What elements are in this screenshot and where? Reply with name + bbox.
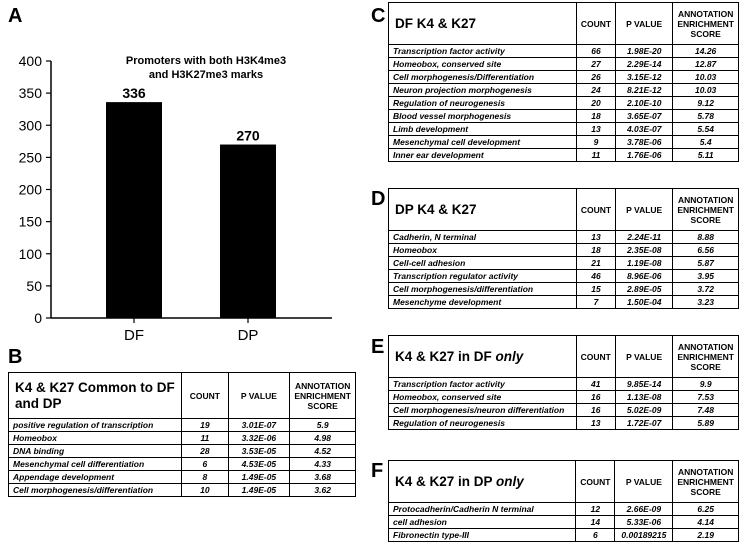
score-cell: 3.68 [290, 471, 356, 484]
table-d [388, 188, 739, 309]
term-cell: Regulation of neurogenesis [389, 417, 577, 430]
score-cell: 3.72 [673, 283, 739, 296]
count-cell: 11 [182, 432, 228, 445]
table-b-count-header: COUNT [182, 373, 228, 419]
table-c-score-header: ANNOTATION ENRICHMENT SCORE [673, 3, 739, 45]
term-cell: Cell-cell adhesion [389, 257, 577, 270]
count-cell: 27 [576, 58, 615, 71]
pvalue-cell: 9.85E-14 [615, 378, 672, 391]
pvalue-cell: 2.66E-09 [615, 503, 673, 516]
term-cell: Limb development [389, 123, 577, 136]
score-cell: 3.62 [290, 484, 356, 497]
table-e-title-prefix: K4 & K27 in DF [395, 348, 496, 364]
count-cell: 28 [182, 445, 228, 458]
table-f-pvalue-header: P VALUE [615, 461, 673, 503]
count-cell: 10 [182, 484, 228, 497]
table-e-title [389, 336, 577, 378]
y-tick-label: 100 [18, 245, 42, 262]
table-e-title-emphasis: only [495, 348, 524, 364]
bar-dp [220, 145, 276, 318]
score-cell: 14.26 [673, 45, 739, 58]
pvalue-cell: 1.50E-04 [616, 296, 673, 309]
term-cell: Regulation of neurogenesis [389, 97, 577, 110]
bar-df [106, 102, 162, 318]
term-cell: Mesenchymal cell differentiation [9, 458, 182, 471]
table-row [389, 110, 739, 123]
pvalue-cell: 1.49E-05 [228, 471, 290, 484]
table-row [9, 484, 356, 497]
score-cell: 6.56 [673, 244, 739, 257]
score-cell: 5.11 [673, 149, 739, 162]
table-b-pvalue-header: P VALUE [228, 373, 290, 419]
table-row [389, 257, 739, 270]
score-cell: 3.23 [673, 296, 739, 309]
term-cell: DNA binding [9, 445, 182, 458]
pvalue-cell: 3.32E-06 [228, 432, 290, 445]
count-cell: 9 [576, 136, 615, 149]
count-cell: 7 [576, 296, 615, 309]
term-cell: Cell morphogenesis/neuron differentiation [389, 404, 577, 417]
table-b-title: K4 & K27 Common to DF and DP [9, 373, 182, 419]
term-cell: positive regulation of transcription [9, 419, 182, 432]
table-f-title-prefix: K4 & K27 in DP [395, 473, 497, 489]
table-f-title [389, 461, 576, 503]
score-cell: 10.03 [673, 84, 739, 97]
count-cell: 13 [576, 123, 615, 136]
count-cell: 41 [576, 378, 615, 391]
score-cell: 4.52 [290, 445, 356, 458]
pvalue-cell: 1.72E-07 [615, 417, 672, 430]
y-tick-label: 400 [18, 53, 42, 69]
pvalue-cell: 2.10E-10 [616, 97, 673, 110]
table-e-pvalue-header: P VALUE [615, 336, 672, 378]
panel-label-e: E [371, 336, 385, 358]
term-cell: Neuron projection morphogenesis [389, 84, 577, 97]
table-e [388, 335, 739, 430]
table-c [388, 2, 739, 162]
table-c-title: DF K4 & K27 [389, 3, 577, 45]
score-cell: 9.12 [673, 97, 739, 110]
count-cell: 21 [576, 257, 615, 270]
pvalue-cell: 3.78E-06 [616, 136, 673, 149]
term-cell: Transcription factor activity [389, 45, 577, 58]
table-d-title: DP K4 & K27 [389, 189, 577, 231]
score-cell: 9.9 [673, 378, 739, 391]
table-row [389, 84, 739, 97]
panel-label-c: C [371, 5, 386, 27]
y-tick-label: 350 [18, 85, 42, 102]
term-cell: Fibronectin type-III [389, 529, 576, 542]
term-cell: Homeobox [9, 432, 182, 445]
x-tick-label: DP [237, 327, 259, 344]
score-cell: 3.95 [673, 270, 739, 283]
pvalue-cell: 5.02E-09 [615, 404, 672, 417]
count-cell: 6 [576, 529, 615, 542]
table-row [389, 244, 739, 257]
pvalue-cell: 3.15E-12 [616, 71, 673, 84]
count-cell: 11 [576, 149, 615, 162]
term-cell: Mesenchymal cell development [389, 136, 577, 149]
table-d-pvalue-header: P VALUE [616, 189, 673, 231]
term-cell: Homeobox, conserved site [389, 391, 577, 404]
table-row [389, 45, 739, 58]
count-cell: 12 [576, 503, 615, 516]
term-cell: Inner ear development [389, 149, 577, 162]
score-cell: 4.33 [290, 458, 356, 471]
score-cell: 7.53 [673, 391, 739, 404]
pvalue-cell: 5.33E-06 [615, 516, 673, 529]
term-cell: Homeobox, conserved site [389, 58, 577, 71]
pvalue-cell: 0.00189215 [615, 529, 673, 542]
table-f-score-header: ANNOTATION ENRICHMENT SCORE [673, 461, 739, 503]
table-f-count-header: COUNT [576, 461, 615, 503]
chart-title-line1: Promoters with both H3K4me3 [125, 55, 287, 67]
count-cell: 14 [576, 516, 615, 529]
table-row [389, 58, 739, 71]
data-label: 270 [236, 127, 260, 144]
term-cell: Blood vessel morphogenesis [389, 110, 577, 123]
table-f [388, 460, 739, 542]
score-cell: 5.9 [290, 419, 356, 432]
table-d-body [389, 231, 739, 309]
term-cell: Cadherin, N terminal [389, 231, 577, 244]
pvalue-cell: 2.24E-11 [616, 231, 673, 244]
table-e-count-header: COUNT [576, 336, 615, 378]
term-cell: Homeobox [389, 244, 577, 257]
table-row [389, 503, 739, 516]
data-label: 336 [122, 85, 146, 102]
count-cell: 18 [576, 244, 615, 257]
panel-label-f: F [371, 460, 384, 482]
pvalue-cell: 2.35E-08 [616, 244, 673, 257]
term-cell: Mesenchyme development [389, 296, 577, 309]
pvalue-cell: 3.65E-07 [616, 110, 673, 123]
table-row [389, 378, 739, 391]
count-cell: 8 [182, 471, 228, 484]
count-cell: 13 [576, 231, 615, 244]
table-row [389, 516, 739, 529]
count-cell: 15 [576, 283, 615, 296]
x-tick-label: DF [124, 327, 144, 344]
score-cell: 5.78 [673, 110, 739, 123]
table-c-count-header: COUNT [576, 3, 615, 45]
count-cell: 18 [576, 110, 615, 123]
term-cell: Transcription factor activity [389, 378, 577, 391]
pvalue-cell: 1.19E-08 [616, 257, 673, 270]
pvalue-cell: 2.89E-05 [616, 283, 673, 296]
table-row [389, 231, 739, 244]
score-cell: 5.4 [673, 136, 739, 149]
count-cell: 20 [576, 97, 615, 110]
term-cell: Appendage development [9, 471, 182, 484]
pvalue-cell: 1.98E-20 [616, 45, 673, 58]
y-tick-label: 250 [18, 149, 42, 166]
score-cell: 5.87 [673, 257, 739, 270]
score-cell: 2.19 [673, 529, 739, 542]
score-cell: 4.14 [673, 516, 739, 529]
table-row [389, 529, 739, 542]
score-cell: 8.88 [673, 231, 739, 244]
table-d-count-header: COUNT [576, 189, 615, 231]
table-row [9, 419, 356, 432]
panel-label-d: D [371, 188, 386, 210]
term-cell: cell adhesion [389, 516, 576, 529]
table-d-score-header: ANNOTATION ENRICHMENT SCORE [673, 189, 739, 231]
score-cell: 7.48 [673, 404, 739, 417]
score-cell: 4.98 [290, 432, 356, 445]
table-b-body [9, 419, 356, 497]
pvalue-cell: 8.96E-06 [616, 270, 673, 283]
count-cell: 24 [576, 84, 615, 97]
pvalue-cell: 3.53E-05 [228, 445, 290, 458]
table-row [9, 471, 356, 484]
y-tick-label: 200 [18, 181, 42, 198]
table-row [389, 270, 739, 283]
table-f-body [389, 503, 739, 542]
count-cell: 66 [576, 45, 615, 58]
pvalue-cell: 3.01E-07 [228, 419, 290, 432]
score-cell: 5.89 [673, 417, 739, 430]
bar-chart [0, 30, 340, 350]
table-b [8, 372, 356, 497]
score-cell: 6.25 [673, 503, 739, 516]
table-row [389, 123, 739, 136]
count-cell: 6 [182, 458, 228, 471]
table-row [389, 391, 739, 404]
table-c-body [389, 45, 739, 162]
y-tick-label: 50 [26, 277, 42, 294]
term-cell: Protocadherin/Cadherin N terminal [389, 503, 576, 516]
term-cell: Cell morphogenesis/Differentiation [389, 71, 577, 84]
score-cell: 12.87 [673, 58, 739, 71]
pvalue-cell: 1.13E-08 [615, 391, 672, 404]
table-row [9, 445, 356, 458]
table-b-score-header: ANNOTATION ENRICHMENT SCORE [290, 373, 356, 419]
count-cell: 26 [576, 71, 615, 84]
count-cell: 46 [576, 270, 615, 283]
panel-label-a: A [8, 5, 23, 27]
term-cell: Transcription regulator activity [389, 270, 577, 283]
table-row [389, 136, 739, 149]
table-c-pvalue-header: P VALUE [616, 3, 673, 45]
table-row [389, 296, 739, 309]
chart-title-line2: and H3K27me3 marks [148, 69, 264, 81]
term-cell: Cell morphogenesis/differentiation [9, 484, 182, 497]
y-tick-label: 0 [34, 310, 42, 326]
panel-label-b: B [8, 346, 23, 368]
pvalue-cell: 8.21E-12 [616, 84, 673, 97]
pvalue-cell: 1.76E-06 [616, 149, 673, 162]
table-row [389, 404, 739, 417]
y-tick-label: 300 [18, 117, 42, 134]
table-f-title-emphasis: only [496, 473, 524, 489]
table-row [389, 97, 739, 110]
table-row [389, 417, 739, 430]
score-cell: 5.54 [673, 123, 739, 136]
table-row [389, 283, 739, 296]
table-row [389, 71, 739, 84]
table-row [9, 432, 356, 445]
pvalue-cell: 4.03E-07 [616, 123, 673, 136]
table-e-score-header: ANNOTATION ENRICHMENT SCORE [673, 336, 739, 378]
score-cell: 10.03 [673, 71, 739, 84]
pvalue-cell: 2.29E-14 [616, 58, 673, 71]
table-e-body [389, 378, 739, 430]
count-cell: 16 [576, 404, 615, 417]
table-row [389, 149, 739, 162]
count-cell: 13 [576, 417, 615, 430]
table-row [9, 458, 356, 471]
pvalue-cell: 1.49E-05 [228, 484, 290, 497]
term-cell: Cell morphogenesis/differentiation [389, 283, 577, 296]
count-cell: 19 [182, 419, 228, 432]
count-cell: 16 [576, 391, 615, 404]
pvalue-cell: 4.53E-05 [228, 458, 290, 471]
y-tick-label: 150 [18, 213, 42, 230]
